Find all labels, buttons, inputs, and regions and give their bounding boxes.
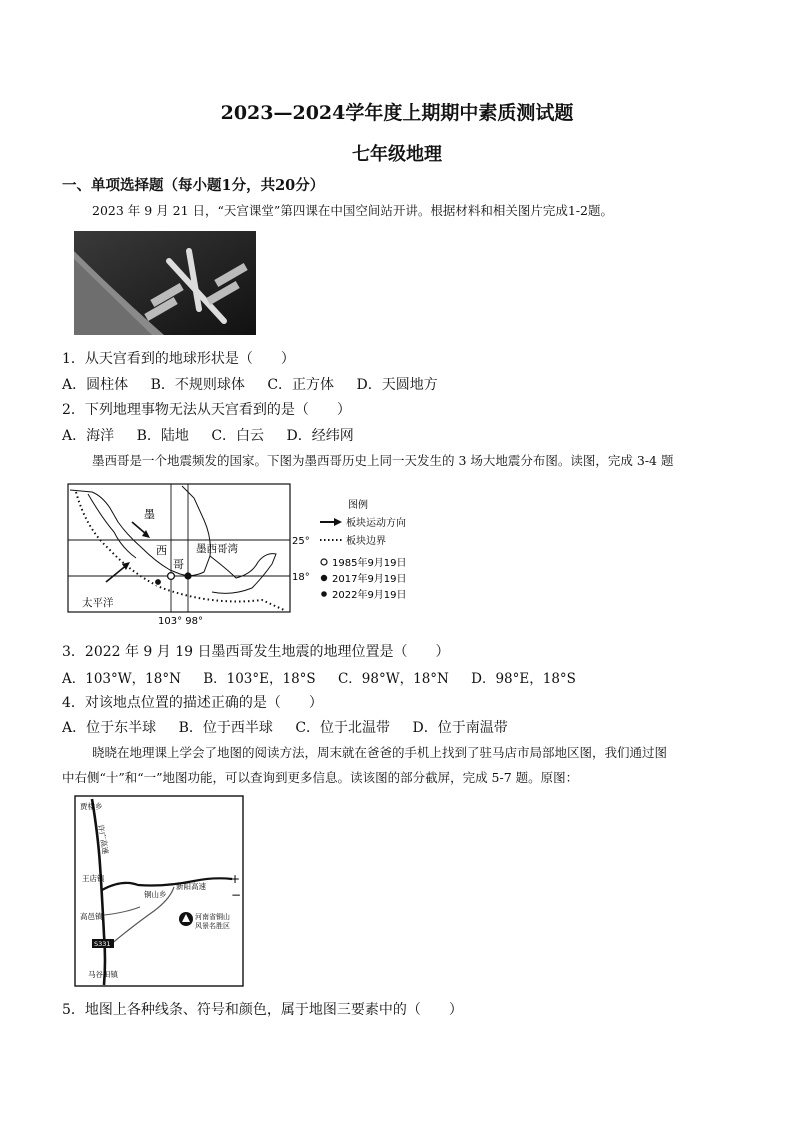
quake-2017 xyxy=(184,572,191,579)
label-xinyang-expressway: 新阳高速 xyxy=(176,882,206,891)
label-tongshan: 铜山乡 xyxy=(144,890,167,899)
question-2: 2．下列地理事物无法从天宫看到的是（ ） xyxy=(62,402,351,418)
section-heading: 一、单项选择题（每小题1分，共20分） xyxy=(62,177,325,194)
legend-item: 板块边界 xyxy=(346,536,386,547)
label-scenic-2: 风景名胜区 xyxy=(195,922,230,930)
option[interactable]: D．经纬网 xyxy=(286,428,354,444)
legend-item: 1985年9月19日 xyxy=(332,558,407,569)
label-mo: 墨 xyxy=(144,508,155,521)
option[interactable]: B．位于西半球 xyxy=(178,720,273,736)
label-magutian: 马谷田镇 xyxy=(88,970,118,979)
option[interactable]: D．位于南温带 xyxy=(412,720,508,736)
legend-item: 2022年9月19日 xyxy=(332,590,407,601)
question-3-options xyxy=(62,667,594,687)
label-xuguang-expressway: 许广高速 xyxy=(96,823,111,855)
question-5: 5．地图上各种线条、符号和颜色，属于地图三要素中的（ ） xyxy=(62,1002,463,1018)
label-ge: 哥 xyxy=(173,558,184,571)
option[interactable]: A．位于东半球 xyxy=(62,720,157,736)
label-pacific: 太平洋 xyxy=(82,597,114,609)
question-1-options xyxy=(62,374,456,394)
legend-title: 图例 xyxy=(348,500,368,511)
lon-labels: 103° 98° xyxy=(158,616,203,626)
label-road-s331: S331 xyxy=(94,940,111,948)
page-subtitle: 七年级地理 xyxy=(352,144,442,165)
page-title: 2023—2024学年度上期期中素质测试题 xyxy=(220,102,574,124)
option[interactable]: A．103°W，18°N xyxy=(62,671,181,687)
intro-questions-5-7-line1: 晓晓在地理课上学会了地图的阅读方法，周末就在爸爸的手机上找到了驻马店市局部地区图，我们通过图 xyxy=(92,745,668,760)
label-wangdian: 王店镇 xyxy=(82,874,105,883)
option[interactable]: A．海洋 xyxy=(62,428,115,444)
intro-questions-5-7-line2: 中右侧“十”和“一”地图功能，可以查询到更多信息。读该图的部分截屏，完成 5-7 题。原图： xyxy=(62,770,579,785)
label-scenic-1: 河南省铜山 xyxy=(195,913,230,921)
zoom-out-icon[interactable]: − xyxy=(231,888,242,902)
zoom-in-icon[interactable]: + xyxy=(230,872,241,886)
lat-label: 25° xyxy=(292,536,310,547)
option[interactable]: C．98°W，18°N xyxy=(337,671,449,687)
option[interactable]: D．天圆地方 xyxy=(356,377,438,393)
label-gulf: 墨西哥湾 xyxy=(196,543,238,555)
option[interactable]: B．陆地 xyxy=(136,428,189,444)
quake-2022 xyxy=(155,579,162,586)
question-1: 1．从天宫看到的地球形状是（ ） xyxy=(62,351,295,367)
label-xi: 西 xyxy=(156,544,167,557)
lat-label: 18° xyxy=(292,572,310,583)
intro-questions-3-4: 墨西哥是一个地震频发的国家。下图为墨西哥历史上同一天发生的 3 场大地震分布图。读图，完成 3-4 题 xyxy=(92,453,674,468)
intro-questions-1-2: 2023 年 9 月 21 日，“天宫课堂”第四课在中国空间站开讲。根据材料和相关图片完成1-2题。 xyxy=(92,203,613,218)
legend-item: 2017年9月19日 xyxy=(332,574,407,585)
label-gaoyi: 高邑镇 xyxy=(80,912,103,921)
option[interactable]: D．98°E，18°S xyxy=(471,671,576,687)
zhumadian-local-map xyxy=(74,795,244,987)
label-jialou: 贾楼乡 xyxy=(80,802,103,811)
question-2-options xyxy=(62,425,372,445)
option[interactable]: B．103°E，18°S xyxy=(203,671,316,687)
option[interactable]: A．圆柱体 xyxy=(62,377,129,393)
map-legend xyxy=(320,498,407,601)
option[interactable]: C．正方体 xyxy=(267,377,335,393)
space-station-photo xyxy=(74,231,256,335)
option[interactable]: C．位于北温带 xyxy=(295,720,391,736)
mexico-earthquake-map xyxy=(62,478,422,626)
question-4-options xyxy=(62,717,526,737)
question-3: 3．2022 年 9 月 19 日墨西哥发生地震的地理位置是（ ） xyxy=(62,644,450,660)
question-4: 4．对该地点位置的描述正确的是（ ） xyxy=(62,695,323,711)
quake-1985 xyxy=(168,573,175,580)
option[interactable]: B．不规则球体 xyxy=(150,377,245,393)
legend-item: 板块运动方向 xyxy=(346,518,406,529)
option[interactable]: C．白云 xyxy=(211,428,265,444)
